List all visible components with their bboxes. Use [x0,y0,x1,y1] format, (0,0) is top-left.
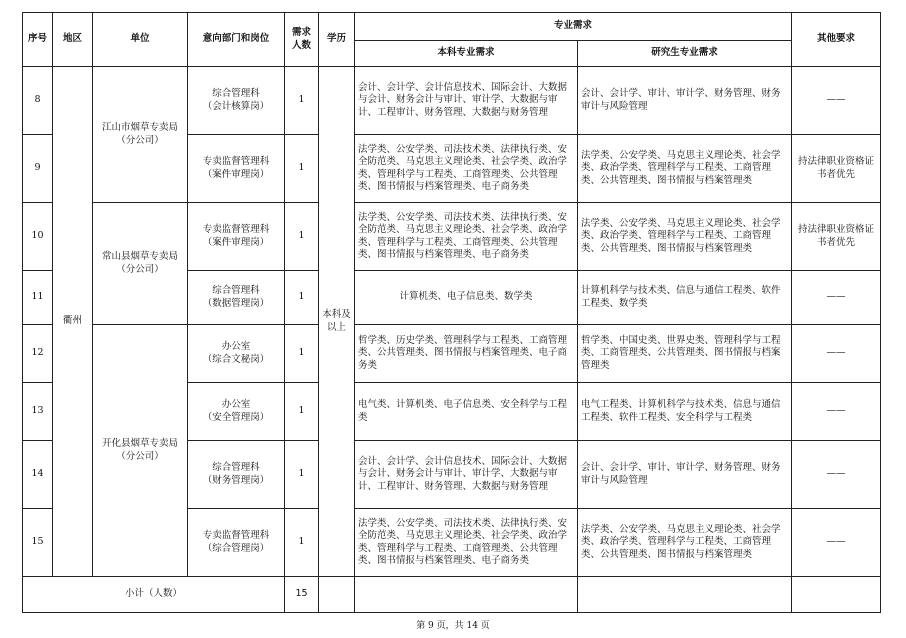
dept-post-cell: 专卖监督管理科 （案件审理岗） [188,135,285,203]
dept-post-cell: 综合管理科 （财务管理岗） [188,441,285,509]
row-number: 9 [23,135,53,203]
header-seq: 序号 [23,13,53,67]
table-row [23,67,881,135]
row-number: 8 [23,67,53,135]
row-number: 11 [23,271,53,325]
region-cell: 衢州 [53,67,93,577]
undergrad-major-cell: 哲学类、历史学类、管理科学与工程类、工商管理类、公共管理类、图书情报与档案管理类、电子商务类 [355,325,578,383]
other-req-cell: 持法律职业资格证书者优先 [792,135,881,203]
empty-cell [792,577,881,613]
undergrad-major-cell: 法学类、公安学类、司法技术类、法律执行类、安全防范类、马克思主义理论类、社会学类、政治学类、管理科学与工程类、工商管理类、公共管理类、图书情报与档案管理类、电子商务类 [355,509,578,577]
dept-post-cell: 办公室 （安全管理岗） [188,383,285,441]
header-undergrad: 本科专业需求 [355,41,578,67]
dept-post-cell: 专卖监督管理科 （综合管理岗） [188,509,285,577]
row-number: 14 [23,441,53,509]
unit-cell: 开化县烟草专卖局（分公司） [93,325,188,577]
count-cell: 1 [285,325,319,383]
unit-cell: 常山县烟草专卖局（分公司） [93,203,188,325]
other-req-cell: —— [792,383,881,441]
row-number: 13 [23,383,53,441]
header-education: 学历 [319,13,355,67]
dept-post-cell: 综合管理科 （会计核算岗） [188,67,285,135]
other-req-cell: —— [792,441,881,509]
row-number: 15 [23,509,53,577]
graduate-major-cell: 法学类、公安学类、马克思主义理论类、社会学类、政治学类、管理科学与工程类、工商管理类、公共管理类、图书情报与档案管理类 [578,135,792,203]
header-major: 专业需求 [355,13,792,41]
subtotal-value: 15 [285,577,319,613]
count-cell: 1 [285,271,319,325]
graduate-major-cell: 电气工程类、计算机科学与技术类、信息与通信工程类、软件工程类、安全科学与工程类 [578,383,792,441]
count-cell: 1 [285,203,319,271]
table-row [23,203,881,271]
graduate-major-cell: 会计、会计学、审计、审计学、财务管理、财务审计与风险管理 [578,441,792,509]
header-other: 其他要求 [792,13,881,67]
graduate-major-cell: 法学类、公安学类、马克思主义理论类、社会学类、政治学类、管理科学与工程类、工商管理类、公共管理类、图书情报与档案管理类 [578,203,792,271]
count-cell: 1 [285,441,319,509]
graduate-major-cell: 会计、会计学、审计、审计学、财务管理、财务审计与风险管理 [578,67,792,135]
header-region: 地区 [53,13,93,67]
dept-post-cell: 综合管理科 （数据管理岗） [188,271,285,325]
undergrad-major-cell: 计算机类、电子信息类、数学类 [355,271,578,325]
other-req-cell: —— [792,325,881,383]
count-cell: 1 [285,383,319,441]
undergrad-major-cell: 电气类、计算机类、电子信息类、安全科学与工程类 [355,383,578,441]
graduate-major-cell: 计算机科学与技术类、信息与通信工程类、软件工程类、数学类 [578,271,792,325]
other-req-cell: —— [792,271,881,325]
subtotal-row [23,577,881,613]
header-dept-post: 意向部门和岗位 [188,13,285,67]
header-count: 需求人数 [285,13,319,67]
undergrad-major-cell: 会计、会计学、会计信息技术、国际会计、大数据与会计、财务会计与审计、审计学、大数据与审计、工程审计、财务管理、大数据与财务管理 [355,67,578,135]
empty-cell [319,577,355,613]
page-footer: 第 9 页，共 14 页 [416,621,490,631]
undergrad-major-cell: 会计、会计学、会计信息技术、国际会计、大数据与会计、财务会计与审计、审计学、大数据与审计、工程审计、财务管理、大数据与财务管理 [355,441,578,509]
count-cell: 1 [285,509,319,577]
header-unit: 单位 [93,13,188,67]
table-row [23,325,881,383]
undergrad-major-cell: 法学类、公安学类、司法技术类、法律执行类、安全防范类、马克思主义理论类、社会学类、政治学类、管理科学与工程类、工商管理类、公共管理类、图书情报与档案管理类、电子商务类 [355,135,578,203]
graduate-major-cell: 哲学类、中国史类、世界史类、管理科学与工程类、工商管理类、公共管理类、图书情报与档案管理类 [578,325,792,383]
empty-cell [578,577,792,613]
other-req-cell: —— [792,509,881,577]
empty-cell [355,577,578,613]
recruitment-table [22,12,881,613]
undergrad-major-cell: 法学类、公安学类、司法技术类、法律执行类、安全防范类、马克思主义理论类、社会学类、政治学类、管理科学与工程类、工商管理类、公共管理类、图书情报与档案管理类、电子商务类 [355,203,578,271]
other-req-cell: —— [792,67,881,135]
dept-post-cell: 专卖监督管理科 （案件审理岗） [188,203,285,271]
row-number: 10 [23,203,53,271]
dept-post-cell: 办公室 （综合文秘岗） [188,325,285,383]
count-cell: 1 [285,67,319,135]
row-number: 12 [23,325,53,383]
graduate-major-cell: 法学类、公安学类、马克思主义理论类、社会学类、政治学类、管理科学与工程类、工商管理类、公共管理类、图书情报与档案管理类 [578,509,792,577]
unit-cell: 江山市烟草专卖局（分公司） [93,67,188,203]
subtotal-label: 小计（人数） [23,577,285,613]
education-cell: 本科及以上 [319,67,355,577]
count-cell: 1 [285,135,319,203]
header-graduate: 研究生专业需求 [578,41,792,67]
other-req-cell: 持法律职业资格证书者优先 [792,203,881,271]
